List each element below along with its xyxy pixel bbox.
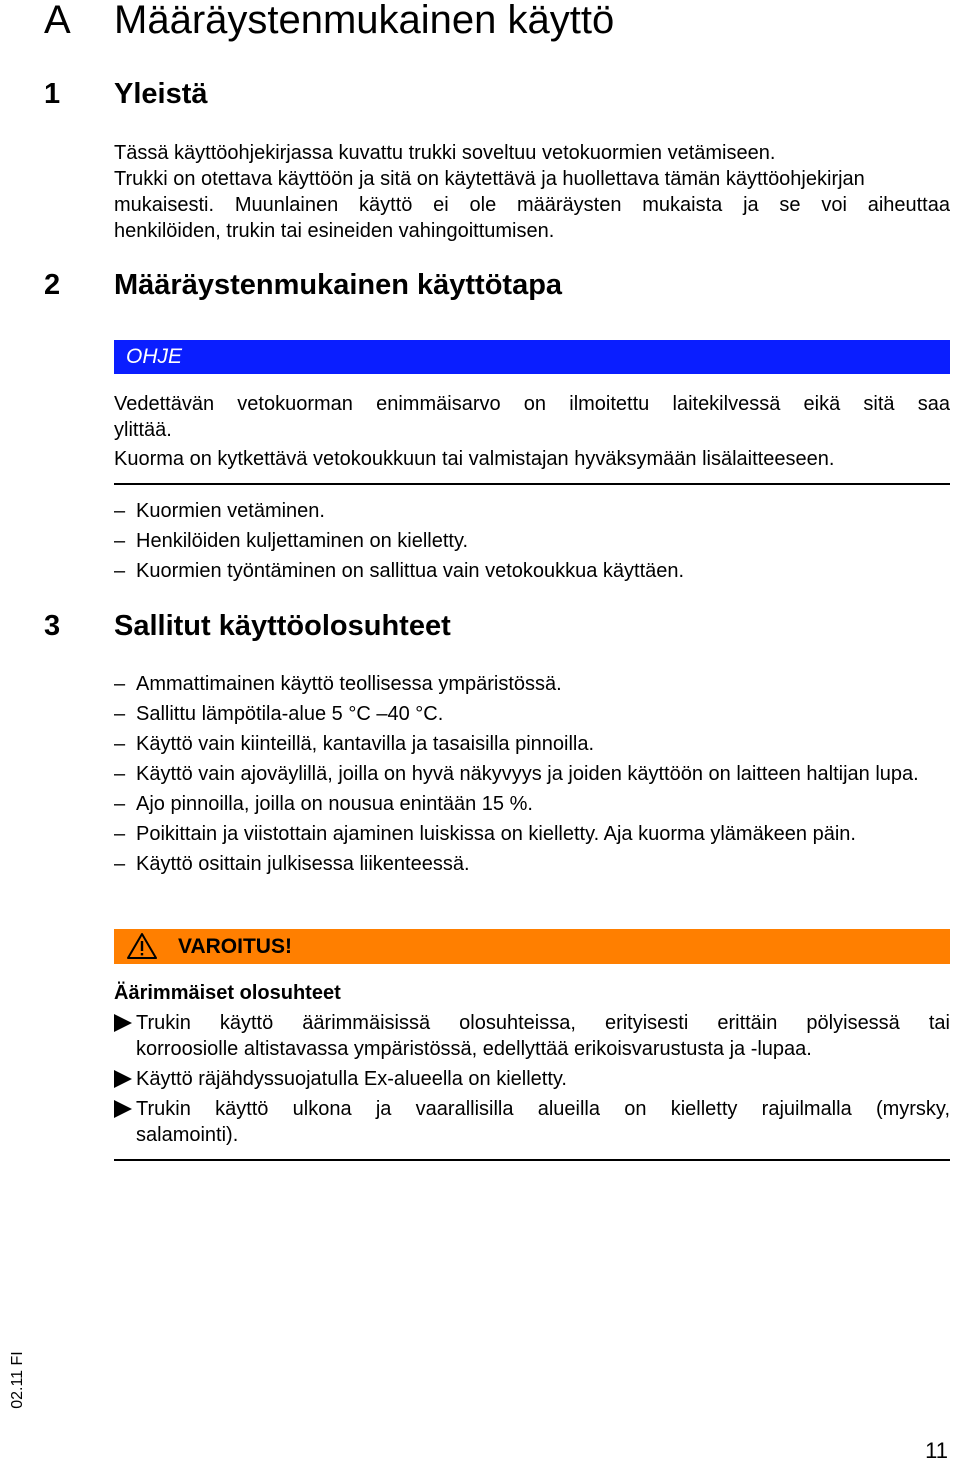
warning-label: VAROITUS!	[178, 935, 292, 958]
paragraph-line: Trukki on otettava käyttöön ja sitä on käytettävä ja huollettava tämän käyttöohjekirjan	[114, 168, 865, 190]
section-1-number: 1	[44, 78, 61, 110]
warning-triangle-icon	[126, 932, 158, 960]
section-1-paragraph	[114, 140, 950, 244]
paragraph-line: henkilöiden, trukin tai esineiden vahingoittumisen.	[114, 220, 555, 242]
section-2-title: Määräystenmukainen käyttötapa	[114, 269, 563, 301]
note-label: OHJE	[126, 345, 183, 368]
usage-list	[114, 498, 950, 588]
page-number: 11	[925, 1438, 948, 1463]
arrow-bullet-icon	[114, 1100, 132, 1118]
conditions-list	[114, 671, 950, 881]
note-line: Vedettävän vetokuorman enimmäisarvo on ilmoitettu laitekilvessä eikä sitä saa	[114, 393, 950, 415]
arrow-bullet-icon	[114, 1070, 132, 1088]
paragraph-line: mukaisesti. Muunlainen käyttö ei ole määräysten mukaista ja se voi aiheuttaa	[114, 194, 950, 216]
paragraph-line: Tässä käyttöohjekirjassa kuvattu trukki soveltuu vetokuormien vetämiseen.	[114, 142, 776, 164]
section-2-number: 2	[44, 269, 61, 301]
chapter-letter: A	[44, 0, 71, 42]
warning-heading: Äärimmäiset olosuhteet	[114, 982, 341, 1004]
list-item: Trukin käyttö ulkona ja vaarallisilla alueilla on kielletty rajuilmalla (myrsky, salamointi).	[114, 1096, 950, 1148]
note-divider	[114, 483, 950, 485]
list-item: – Kuormien työntäminen on sallittua vain vetokoukkua käyttäen.	[114, 560, 685, 582]
document-code: 02.11 FI	[9, 1351, 26, 1409]
section-1-title: Yleistä	[114, 78, 208, 110]
list-item: – Kuormien vetäminen.	[114, 500, 325, 522]
list-item: – Ammattimainen käyttö teollisessa ympäristössä.	[114, 673, 562, 695]
section-3-number: 3	[44, 610, 61, 642]
list-item: Käyttö räjähdyssuojatulla Ex-alueella on kielletty.	[114, 1066, 950, 1092]
list-item: – Käyttö vain kiinteillä, kantavilla ja tasaisilla pinnoilla.	[114, 733, 595, 755]
list-item: – Käyttö osittain julkisessa liikenteessä.	[114, 853, 470, 875]
chapter-title: Määräystenmukainen käyttö	[114, 0, 615, 42]
arrow-bullet-icon	[114, 1014, 132, 1032]
list-item: Trukin käyttö äärimmäisissä olosuhteissa, erityisesti erittäin pölyisessä tai korroosiolle altistavassa ympäristössä, edellyttää erikoisvarustusta ja -lupaa.	[114, 1010, 950, 1062]
list-item: – Poikittain ja viistottain ajaminen luiskissa on kielletty. Aja kuorma ylämäkeen päin.	[114, 823, 856, 845]
warning-list	[114, 1010, 950, 1152]
warning-divider	[114, 1159, 950, 1161]
list-item: – Käyttö vain ajoväylillä, joilla on hyvä näkyvyys ja joiden käyttöön on laitteen haltijan lupa.	[114, 763, 919, 785]
list-item: – Sallittu lämpötila-alue 5 °C –40 °C.	[114, 703, 444, 725]
warning-bar	[114, 929, 950, 964]
list-item: – Henkilöiden kuljettaminen on kielletty.	[114, 530, 469, 552]
list-item: – Ajo pinnoilla, joilla on nousua enintään 15 %.	[114, 793, 533, 815]
note-line: Kuorma on kytkettävä vetokoukkuun tai valmistajan hyväksymään lisälaitteeseen.	[114, 448, 835, 470]
note-bar	[114, 340, 950, 374]
note-line: ylittää.	[114, 419, 172, 441]
note-paragraph	[114, 391, 950, 472]
section-3-title: Sallitut käyttöolosuhteet	[114, 610, 451, 642]
